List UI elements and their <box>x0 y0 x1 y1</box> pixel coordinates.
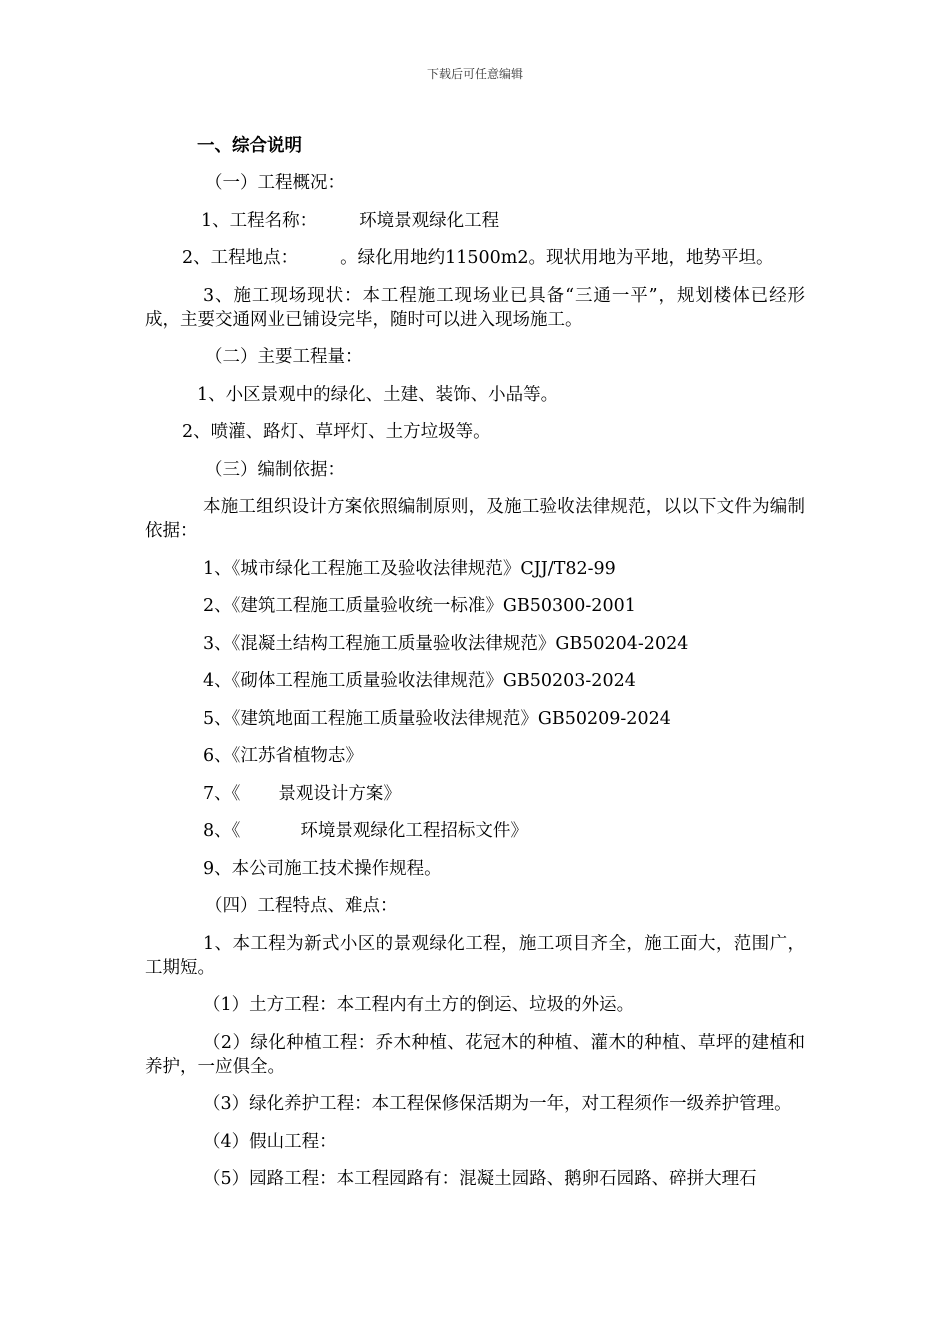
section-heading-2: （二）主要工程量： <box>205 347 363 367</box>
basis-item-8-title: 环境景观绿化工程招标文件》 <box>300 821 528 841</box>
feature-sub-3: （3）绿化养护工程：本工程保修保活期为一年，对工程须作一级养护管理。 <box>203 1094 792 1114</box>
basis-intro-paragraph: 本施工组织设计方案依照编制原则，及施工验收法律规范，以以下文件为编制依据： <box>145 497 805 541</box>
project-location-line <box>145 246 805 270</box>
document-body <box>145 134 805 1205</box>
basis-item-5: 5、《建筑地面工程施工质量验收法律规范》GB50209-2024 <box>203 708 671 729</box>
project-name-label: 1、工程名称： <box>201 210 318 231</box>
basis-item-7 <box>145 782 805 806</box>
basis-item-8 <box>145 819 805 843</box>
quantity-item-2: 2、喷灌、路灯、草坪灯、土方垃圾等。 <box>182 422 491 442</box>
basis-item-1: 1、《城市绿化工程施工及验收法律规范》CJJ/T82-99 <box>203 558 616 579</box>
site-status-paragraph: 3、施工现场现状：本工程施工现场业已具备“三通一平”，规划楼体已经形成，主要交通网业已铺设完毕，随时可以进入现场施工。 <box>145 285 805 330</box>
section-heading-1: （一）工程概况： <box>205 173 345 193</box>
basis-item-3: 3、《混凝土结构工程施工质量验收法律规范》GB50204-2024 <box>203 633 689 654</box>
basis-item-9: 9、本公司施工技术操作规程。 <box>203 858 442 879</box>
page-header: 下载后可任意编辑 <box>426 67 523 81</box>
basis-item-4: 4、《砌体工程施工质量验收法律规范》GB50203-2024 <box>203 671 636 691</box>
project-name-line <box>145 209 805 233</box>
basis-item-6: 6、《江苏省植物志》 <box>203 746 363 766</box>
basis-item-7-prefix: 7、《 <box>203 783 241 804</box>
feature-sub-4: （4）假山工程： <box>203 1131 337 1152</box>
project-location-label: 2、工程地点： <box>182 248 299 268</box>
section-title: 一、综合说明 <box>197 136 302 156</box>
feature-sub-2: （2）绿化种植工程：乔木种植、花冠木的种植、灌木的种植、草坪的建植和养护，一应俱全。 <box>145 1032 805 1077</box>
project-name-value: 环境景观绿化工程 <box>359 210 500 231</box>
project-location-value: 。绿化用地约11500m2。现状用地为平地，地势平坦。 <box>340 248 774 268</box>
basis-item-8-prefix: 8、《 <box>203 821 241 841</box>
feature-paragraph-1: 1、本工程为新式小区的景观绿化工程，施工项目齐全，施工面大，范围广，工期短。 <box>145 933 805 978</box>
section-heading-4: （四）工程特点、难点： <box>205 896 398 916</box>
quantity-item-1: 1、小区景观中的绿化、土建、装饰、小品等。 <box>197 384 559 405</box>
basis-item-7-title: 景观设计方案》 <box>278 783 401 804</box>
feature-sub-5: （5）园路工程：本工程园路有：混凝土园路、鹅卵石园路、碎拼大理石 <box>203 1169 757 1189</box>
basis-item-2: 2、《建筑工程施工质量验收统一标准》GB50300-2001 <box>203 596 636 616</box>
feature-sub-1: （1）土方工程：本工程内有土方的倒运、垃圾的外运。 <box>203 995 635 1015</box>
section-heading-3: （三）编制依据： <box>205 459 345 480</box>
